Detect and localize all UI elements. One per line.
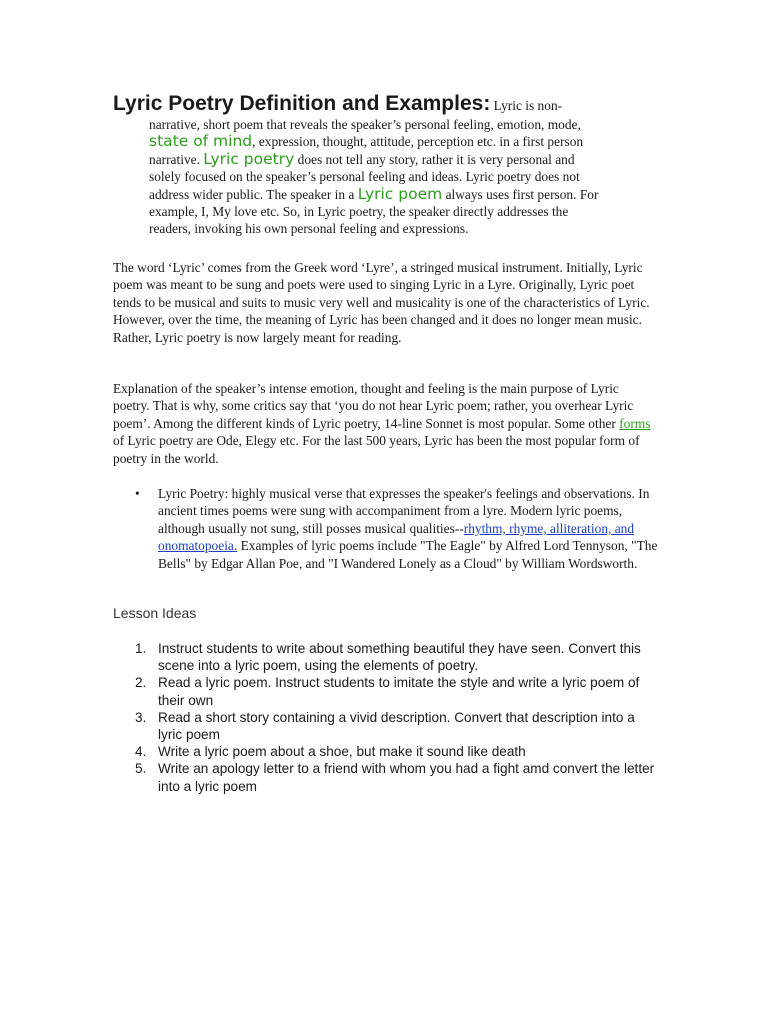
- intro-line: narrative, short poem that reveals the speaker’s personal feeling, emotion, mode,: [149, 117, 581, 132]
- list-item: 5. Write an apology letter to a friend with whom you had a fight amd convert the letter into a lyric poem: [135, 761, 655, 794]
- link-lyric-poem[interactable]: Lyric poem: [357, 184, 443, 203]
- list-item: 2. Read a lyric poem. Instruct students to imitate the style and write a lyric poem of their own: [135, 675, 640, 708]
- list-item: 4. Write a lyric poem about a shoe, but make it sound like death: [135, 744, 526, 760]
- list-item: 3. Read a short story containing a vivid description. Convert that description into a lyric poem: [135, 709, 635, 743]
- intro-line: address wider public. The speaker in a Lyric poem always uses first person. For: [149, 184, 599, 203]
- lesson-ideas-heading: Lesson Ideas: [113, 605, 197, 621]
- page-title: Lyric Poetry Definition and Examples:: [113, 92, 491, 115]
- intro-line: readers, invoking his own personal feeling and expressions.: [149, 221, 469, 237]
- link-state-of-mind[interactable]: state of mind: [149, 132, 253, 151]
- intro-line: example, I, My love etc. So, in Lyric poetry, the speaker directly addresses the: [149, 204, 569, 220]
- intro-section: [113, 92, 658, 238]
- list-item: 1. Instruct students to write about something beautiful they have seen. Convert this scene into a lyric poem, using the elements of poetry.: [135, 641, 641, 674]
- paragraph-lyre: The word ‘Lyric’ comes from the Greek word ‘Lyre’, a stringed musical instrument. Initially, Lyric poem was meant to be sung and poets were used to singing Lyric in a Lyre. Originally, Lyric poet tends to be musical and suits to music very well and musicality is one of the characteristics of Lyric. However, over the time, the meaning of Lyric has been changed and it does no longer mean music. Rather, Lyric poetry is now largely meant for reading.: [113, 260, 650, 345]
- bullet-list: [113, 485, 658, 572]
- link-lyric-poetry[interactable]: Lyric poetry: [203, 149, 295, 168]
- lesson-ideas-list: [113, 640, 658, 795]
- intro-line: state of mind, expression, thought, attitude, perception etc. in a first person: [149, 132, 584, 151]
- paragraph-explanation: Explanation of the speaker’s intense emotion, thought and feeling is the main purpose of Lyric poetry. That is why, some critics say that ‘you do not hear Lyric poem; rather, you overhear Lyric poem’. Among the different kinds of Lyric poetry, 14-line Sonnet is most popular. Some other forms of Lyric poetry are Ode, Elegy etc. For the last 500 years, Lyric has been the most popular form of poetry in the world.: [113, 381, 651, 466]
- link-forms[interactable]: forms: [619, 415, 651, 431]
- intro-line: narrative. Lyric poetry does not tell any story, rather it is very personal and: [149, 149, 575, 168]
- link-rhythm-rhyme[interactable]: rhythm, rhyme, alliteration, and onomatopoeia.: [158, 520, 635, 554]
- title-line: [113, 92, 658, 116]
- intro-lead: Lyric is non-: [490, 98, 563, 113]
- list-item: • Lyric Poetry: highly musical verse that expresses the speaker's feelings and observations. In ancient times poems were sung with accompaniment from a lyre. Modern lyric poems, although usually not sung, still posses musical qualities--rhythm, rhyme, alliteration, and onomatopoeia. Examples of lyric poems include "The Eagle" by Alfred Lord Tennyson, "The Bells" by Edgar Allan Poe, and "I Wandered Lonely as a Cloud" by William Wordsworth.: [135, 486, 658, 571]
- intro-line: solely focused on the speaker’s personal feeling and ideas. Lyric poetry does not: [149, 169, 580, 185]
- bullet-marker: •: [135, 486, 140, 501]
